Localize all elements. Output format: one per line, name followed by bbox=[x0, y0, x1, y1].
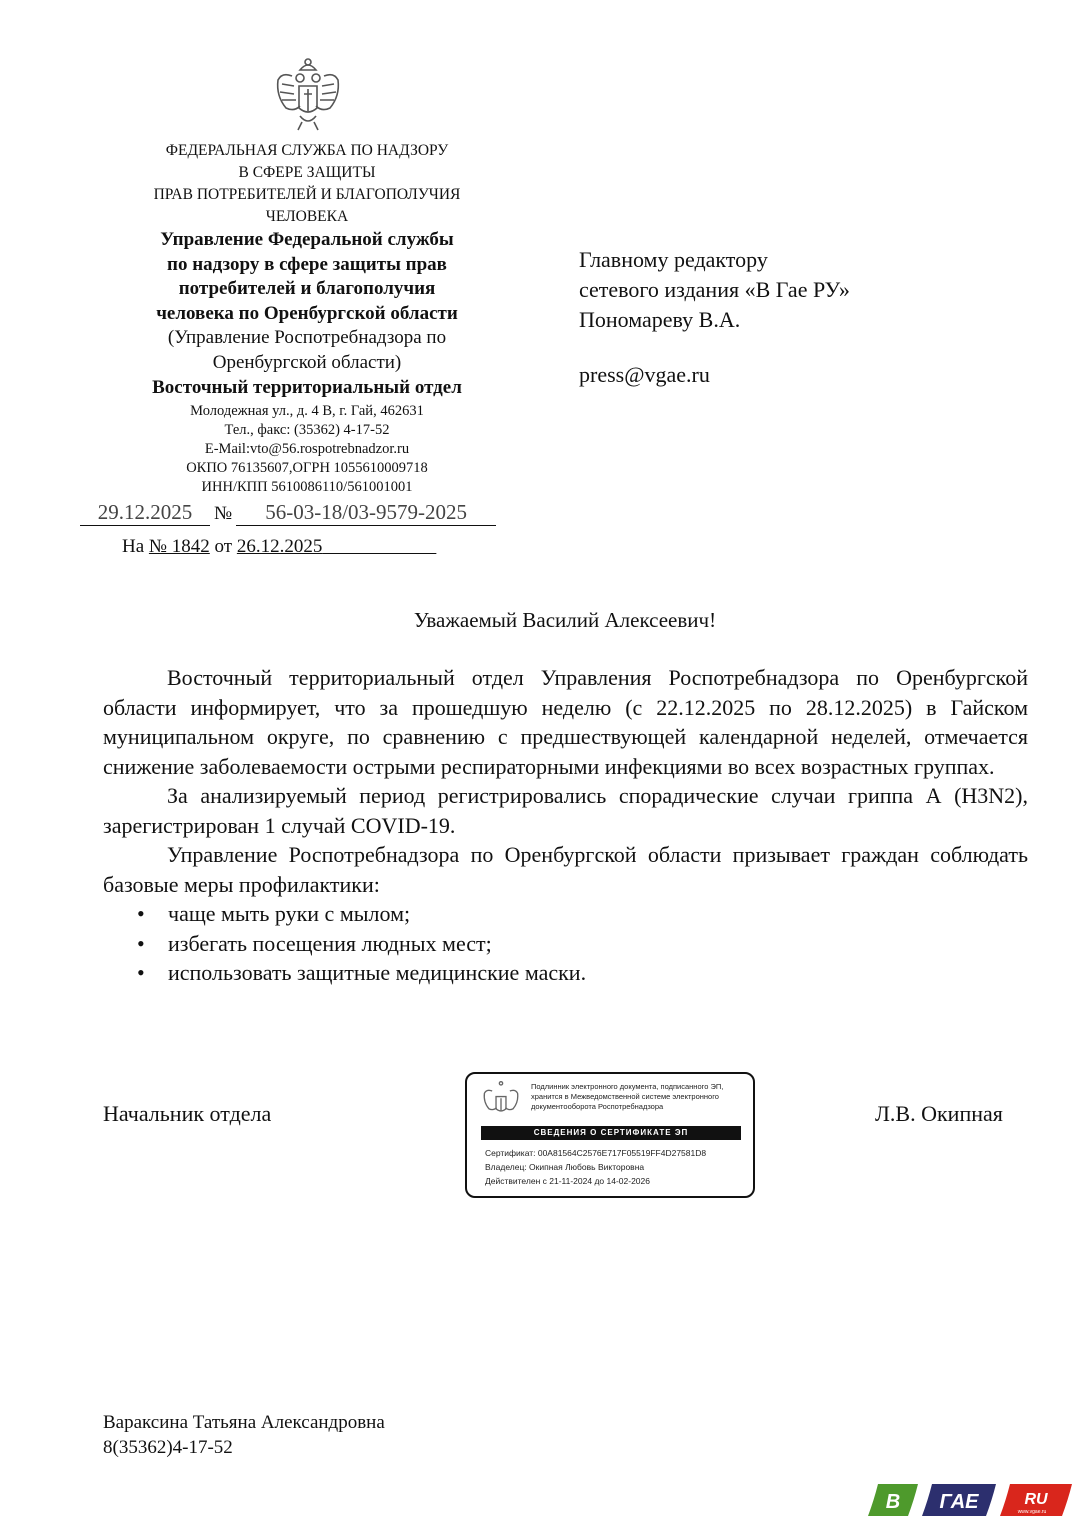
department-line: человека по Оренбургской области bbox=[156, 302, 458, 324]
recipient-line: Главному редактору bbox=[579, 247, 768, 272]
department-line: потребителей и благополучия bbox=[178, 278, 436, 299]
reply-from: от bbox=[214, 536, 233, 557]
federal-service-name bbox=[100, 140, 514, 228]
certificate-id: Сертификат: 00A81564C2576E717F05519FF4D27581D8 bbox=[485, 1148, 707, 1158]
recipient-block bbox=[579, 245, 850, 335]
department-name bbox=[100, 228, 514, 326]
letter-body bbox=[103, 663, 1028, 988]
federal-service-line: В СФЕРЕ ЗАЩИТЫ bbox=[238, 164, 376, 181]
federal-service-line: ФЕДЕРАЛЬНАЯ СЛУЖБА ПО НАДЗОРУ bbox=[165, 142, 449, 159]
reply-underline bbox=[322, 536, 436, 557]
body-paragraph: Восточный территориальный отдел Управления Роспотребнадзора по Оренбургской области информирует, что за прошедшую неделю (с 22.12.2025 по 28.12.2025) в Гайском муниципальном округе, по сравнению с предшествующей календарной неделей, отмечается снижение заболеваемости острыми респираторными инфекциями во всех возрастных группах. bbox=[103, 665, 1028, 779]
body-paragraph: За анализируемый период регистрировались спорадические случаи гриппа А (H3N2), зарегистрирован 1 случай COVID-19. bbox=[103, 783, 1028, 838]
reply-date: 26.12.2025 bbox=[236, 536, 323, 557]
list-item: • избегать посещения людных мест; bbox=[103, 929, 1028, 959]
department-line: по надзору в сфере защиты прав bbox=[167, 253, 447, 275]
recipient-line: сетевого издания «В Гае РУ» bbox=[579, 277, 850, 302]
registration-date: 29.12.2025 bbox=[80, 500, 210, 526]
certificate-details bbox=[485, 1146, 706, 1188]
email: E-Mail:vto@56.rospotrebnadzor.ru bbox=[204, 441, 410, 457]
department-short-name bbox=[100, 326, 514, 375]
recipient-email[interactable]: press@vgae.ru bbox=[579, 362, 710, 387]
certificate-owner: Владелец: Окипная Любовь Викторовна bbox=[485, 1162, 645, 1172]
okpo-ogrn: ОКПО 76135607,ОГРН 1055610009718 bbox=[186, 460, 428, 476]
logo-site: www.vgae.ru bbox=[1017, 1509, 1047, 1515]
reply-reference bbox=[122, 536, 436, 558]
executor-block bbox=[103, 1410, 385, 1460]
reply-prefix: На bbox=[122, 536, 145, 557]
short-name-line: (Управление Роспотребнадзора по bbox=[167, 327, 447, 348]
list-item: • использовать защитные медицинские маски. bbox=[103, 958, 1028, 988]
address: Молодежная ул., д. 4 В, г. Гай, 462631 bbox=[190, 403, 424, 419]
electronic-signature-stamp bbox=[465, 1072, 755, 1198]
reply-number: № 1842 bbox=[148, 536, 210, 557]
department-line: Управление Федеральной службы bbox=[160, 229, 454, 250]
body-paragraph: Управление Роспотребнадзора по Оренбургской области призывает граждан соблюдать базовые меры профилактики: bbox=[103, 842, 1028, 897]
logo-text-gae: ГАЕ bbox=[939, 1491, 979, 1513]
list-item: • чаще мыть руки с мылом; bbox=[103, 899, 1028, 929]
phone-fax: Тел., факс: (35362) 4-17-52 bbox=[224, 422, 390, 438]
logo-text-b: В bbox=[885, 1491, 901, 1513]
vgae-logo[interactable] bbox=[866, 1482, 1074, 1518]
number-sign: № bbox=[214, 503, 233, 524]
prevention-list bbox=[103, 899, 1028, 988]
greeting: Уважаемый Василий Алексеевич! bbox=[413, 608, 717, 632]
russian-coat-of-arms-icon bbox=[481, 1080, 521, 1122]
russian-coat-of-arms-icon bbox=[272, 56, 344, 132]
short-name-line: Оренбургской области) bbox=[212, 351, 402, 373]
executor-name: Вараксина Татьяна Александровна bbox=[103, 1412, 385, 1433]
federal-service-line: ЧЕЛОВЕКА bbox=[265, 208, 349, 225]
division-name: Восточный территориальный отдел bbox=[152, 377, 462, 398]
registration-number: 56-03-18/03-9579-2025 bbox=[236, 500, 496, 526]
registration-line bbox=[80, 500, 540, 530]
certificate-validity: Действителен с 21-11-2024 до 14-02-2026 bbox=[485, 1176, 650, 1186]
recipient-line: Пономареву В.А. bbox=[579, 307, 741, 332]
executor-phone: 8(35362)4-17-52 bbox=[103, 1437, 233, 1458]
contact-block bbox=[100, 402, 514, 497]
logo-text-ru: RU bbox=[1024, 1491, 1048, 1508]
certificate-bar: СВЕДЕНИЯ О СЕРТИФИКАТЕ ЭП bbox=[481, 1126, 741, 1140]
inn-kpp: ИНН/КПП 5610086110/561001001 bbox=[201, 479, 413, 495]
federal-service-line: ПРАВ ПОТРЕБИТЕЛЕЙ И БЛАГОПОЛУЧИЯ bbox=[153, 186, 461, 203]
stamp-header: Подлинник электронного документа, подписанного ЭП, хранится в Межведомственной системе электронного документооборота Роспотребнадзора bbox=[531, 1082, 724, 1111]
signatory-title: Начальник отдела bbox=[103, 1101, 272, 1126]
signatory-name: Л.В. Окипная bbox=[875, 1101, 1003, 1126]
